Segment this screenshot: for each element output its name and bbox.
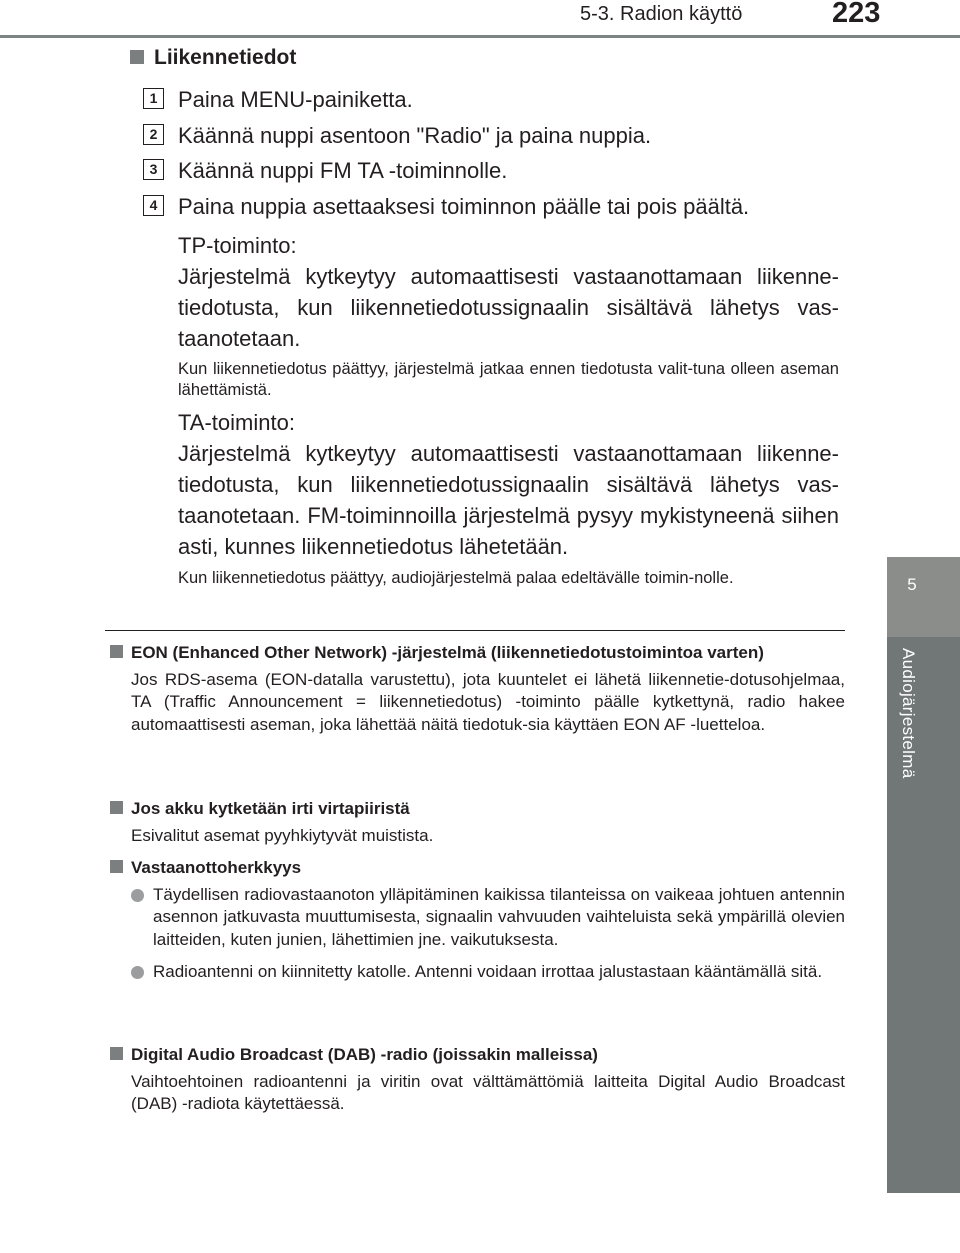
dab-body: Vaihtoehtoinen radioantenni ja viritin ovat välttämättömiä laitteita Digital Audio Broadcast (DAB) -radiota käytettäessä. xyxy=(131,1071,845,1113)
page-number: 223 xyxy=(832,0,881,29)
tp-note: Kun liikennetiedotus päättyy, järjestelmä jatkaa ennen tiedotusta valit-tuna olleen aseman lähettämistä. xyxy=(178,360,839,399)
step-number: 2 xyxy=(143,124,164,145)
eon-section xyxy=(110,642,845,736)
eon-body: Jos RDS-asema (EON-datalla varustettu), jota kuuntelet ei lähetä liikennetie-dotusohjelmaa, TA (Traffic Announcement = liikennetiedotus) -toiminto päälle kytkettynä, radio hakee automaattisesti aseman, joka lähettää näitä tiedotuk-sia käyttäen EON AF -luetteloa. xyxy=(131,669,845,734)
square-bullet-icon xyxy=(110,1047,123,1060)
reception-bullet-1-text: Täydellisen radiovastaanoton ylläpitäminen kaikissa tilanteissa on vaikeaa johtuen antennin asennon jatkuvasta muuttumisesta, signaalin vahvuuden vaihteluista sekä ympärillä olevien laitteiden, kuten junien, lähettimien jne. vaikutuksesta. xyxy=(153,884,845,949)
reception-section xyxy=(110,857,845,984)
round-bullet-icon xyxy=(131,966,144,979)
ta-note: Kun liikennetiedotus päättyy, audiojärjestelmä palaa edeltävälle toimin-nolle. xyxy=(178,569,734,587)
chapter-title: Audiojärjestelmä xyxy=(899,648,918,779)
main-heading xyxy=(130,46,296,70)
step-text: Käännä nuppi asentoon "Radio" ja paina nuppia. xyxy=(178,123,652,148)
section-divider xyxy=(105,630,845,631)
section-title: 5-3. Radion käyttö xyxy=(580,3,743,25)
step-number: 4 xyxy=(143,195,164,216)
dab-title-text: Digital Audio Broadcast (DAB) -radio (joissakin malleissa) xyxy=(131,1045,598,1064)
reception-bullet-1 xyxy=(110,884,845,952)
reception-bullet-2-text: Radioantenni on kiinnitetty katolle. Antenni voidaan irrottaa jalustastaan kääntämällä sitä. xyxy=(153,962,823,981)
square-bullet-icon xyxy=(110,645,123,658)
step-number: 3 xyxy=(143,159,164,180)
step-text: Käännä nuppi FM TA -toiminnolle. xyxy=(178,158,508,183)
reception-bullet-2 xyxy=(110,961,845,984)
battery-section xyxy=(110,798,845,847)
tp-label: TP-toiminto: xyxy=(178,233,297,258)
eon-title xyxy=(110,642,845,665)
header-divider xyxy=(0,35,960,38)
chapter-tab-top xyxy=(887,557,960,637)
tp-description: Järjestelmä kytkeytyy automaattisesti vastaanottamaan liikenne-tiedotusta, kun liikennetiedotussignaalin sisältävä lähetys vas-taanotetaan. xyxy=(178,264,839,351)
battery-title xyxy=(110,798,845,821)
main-heading-text: Liikennetiedot xyxy=(154,46,297,69)
square-bullet-icon xyxy=(110,801,123,814)
eon-title-text: EON (Enhanced Other Network) -järjestelmä (liikennetiedotustoimintoa varten) xyxy=(131,643,764,662)
square-bullet-icon xyxy=(130,50,144,64)
reception-title xyxy=(110,857,845,880)
dab-section xyxy=(110,1044,845,1116)
square-bullet-icon xyxy=(110,860,123,873)
ta-label: TA-toiminto: xyxy=(178,410,295,435)
battery-title-text: Jos akku kytketään irti virtapiiristä xyxy=(131,799,410,818)
battery-body: Esivalitut asemat pyyhkiytyvät muistista. xyxy=(131,825,434,845)
step-text: Paina nuppia asettaaksesi toiminnon päälle tai pois päältä. xyxy=(178,194,750,219)
ta-description: Järjestelmä kytkeytyy automaattisesti vastaanottamaan liikenne-tiedotusta, kun liikennetiedotussignaalin sisältävä lähetys vas-taanotetaan. FM-toiminnoilla järjestelmä pysyy mykistyneenä siihen asti, kunnes liikennetiedotus lähetetään. xyxy=(178,441,839,559)
reception-title-text: Vastaanottoherkkyys xyxy=(131,858,302,877)
step-text: Paina MENU-painiketta. xyxy=(178,87,413,112)
dab-title xyxy=(110,1044,845,1067)
step-number: 1 xyxy=(143,88,164,109)
chapter-number: 5 xyxy=(907,575,917,594)
round-bullet-icon xyxy=(131,889,144,902)
